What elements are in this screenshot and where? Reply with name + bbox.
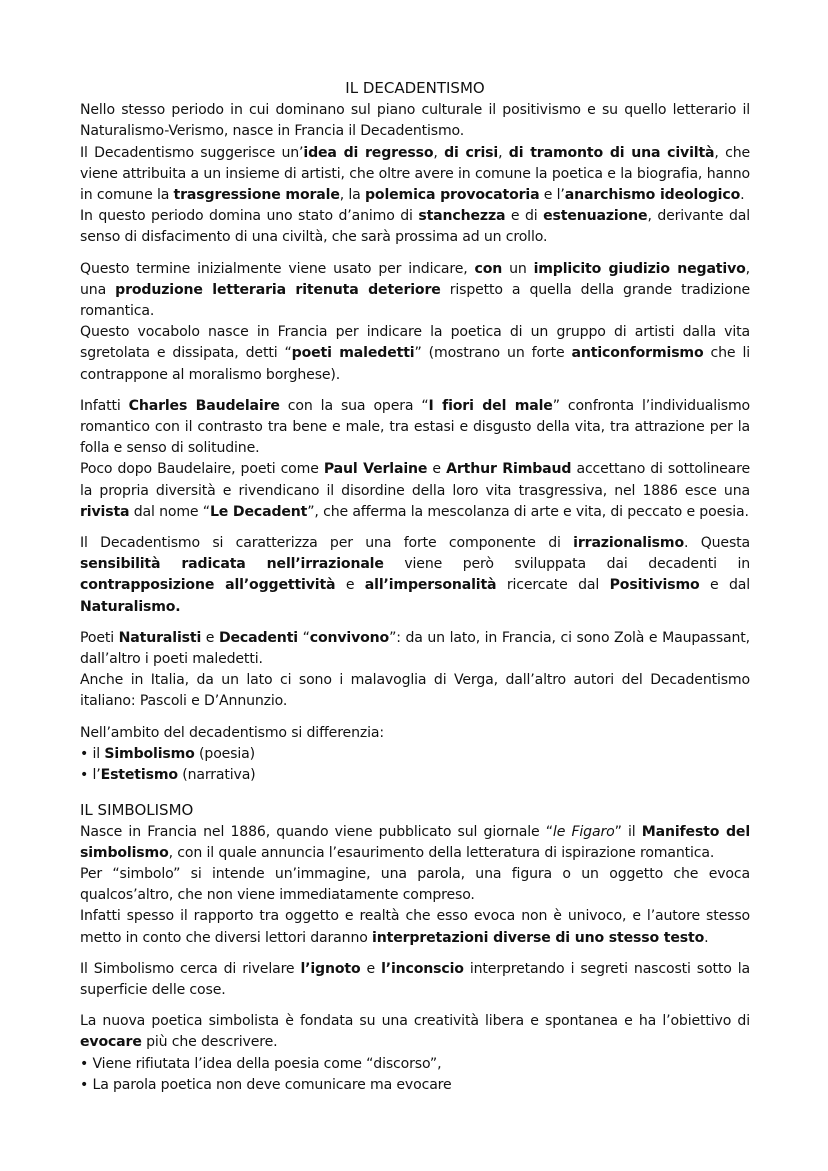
bold-term: evocare: [80, 1034, 142, 1051]
text-run: ” confronta l’individualismo romantico con il contrasto tra bene e male, tra estasi e disgusto della vita, tra attrazione per la folla e senso di solitudine.: [80, 397, 751, 457]
paragraph: [80, 1011, 750, 1053]
text-run: • La parola poetica non deve comunicare ma evocare: [80, 1076, 452, 1093]
bold-term: I fiori del male: [428, 397, 553, 414]
text-run: interpretando i segreti nascosti sotto la superficie delle cose.: [80, 960, 750, 998]
text-run: Nell’ambito del decadentismo si differenzia:: [80, 724, 384, 741]
paragraph: [80, 459, 750, 523]
text-run: e: [201, 629, 219, 646]
paragraph-gap: [80, 386, 750, 396]
bold-term: implicito giudizio negativo: [533, 260, 746, 277]
text-run: “: [297, 629, 310, 646]
paragraph: [80, 143, 750, 207]
text-run: ”, che afferma la mescolanza di arte e vita, di peccato e poesia.: [307, 503, 749, 520]
paragraph: [80, 864, 750, 906]
text-run: Poco dopo Baudelaire, poeti come: [80, 461, 324, 478]
paragraph: [80, 322, 750, 386]
paragraph: [80, 1054, 750, 1075]
text-run: , con il quale annuncia l’esaurimento della letteratura di ispirazione romantica.: [168, 844, 715, 861]
paragraph: [80, 822, 750, 864]
text-run: (poesia): [194, 745, 255, 762]
paragraph: [80, 906, 750, 948]
text-run: e: [360, 960, 382, 977]
paragraph: [80, 959, 750, 1001]
text-run: Nasce in Francia nel 1886, quando viene pubblicato sul giornale “: [80, 823, 553, 840]
paragraph: [80, 1075, 750, 1096]
bold-term: sensibilità radicata nell’irrazionale: [80, 556, 384, 573]
text-run: un: [502, 260, 534, 277]
bold-term: idea di regresso: [303, 144, 434, 161]
bold-term: trasgressione morale: [173, 187, 340, 204]
text-run: ,: [433, 144, 445, 161]
paragraph-gap: [80, 1001, 750, 1011]
text-run: Il Decadentismo suggerisce un’: [80, 144, 304, 161]
bold-term: di crisi: [444, 144, 499, 161]
paragraph: [80, 396, 750, 460]
text-run: Per “simbolo” si intende un’immagine, una parola, una figura o un oggetto che evoca qualcos’altro, che non viene immediatamente compreso.: [80, 865, 750, 904]
text-run: Questo vocabolo nasce in Francia per indicare la poetica di un gruppo di artisti dalla vita sgretolata e dissipata, detti “: [80, 324, 750, 362]
paragraph: [80, 259, 750, 323]
text-run: (narrativa): [177, 767, 256, 784]
text-run: e: [335, 577, 365, 594]
text-run: , che viene attribuita a un insieme di artisti, che oltre avere in comune la poetica e la biografia, hanno in comune la: [80, 144, 751, 204]
bold-term: poeti maledetti: [291, 345, 415, 362]
text-run: più che descrivere.: [141, 1034, 278, 1051]
text-run: viene però sviluppata dai decadenti in: [383, 556, 750, 573]
text-run: In questo periodo domina uno stato d’animo di: [80, 208, 419, 225]
bold-term: l’ignoto: [300, 960, 361, 977]
section-heading-simbolismo: IL SIMBOLISMO: [80, 801, 194, 820]
text-run: Anche in Italia, da un lato ci sono i malavoglia di Verga, dall’altro autori del Decadentismo italiano: Pascoli e D’Annunzio.: [80, 672, 750, 710]
bold-term: rivista: [80, 503, 130, 520]
paragraph-gap: [80, 523, 750, 533]
italic-term: le Figaro: [552, 823, 615, 840]
text-run: e di: [505, 208, 544, 225]
bold-term: convivono: [309, 629, 390, 646]
text-run: rispetto a quella della grande tradizione romantica.: [80, 281, 750, 320]
decadentismo-section: [80, 100, 750, 786]
bold-term: Paul Verlaine: [323, 461, 428, 478]
bold-term: di tramonto di una civiltà: [508, 144, 715, 161]
text-run: con la sua opera “: [279, 397, 429, 414]
bold-term: Naturalismo.: [80, 598, 181, 615]
bold-term: con: [474, 260, 503, 277]
bold-term: polemica provocatoria: [364, 187, 540, 204]
text-run: ” il: [614, 823, 642, 840]
bold-term: produzione letteraria ritenuta deteriore: [115, 281, 441, 298]
text-run: ”: da un lato, in Francia, ci sono Zolà e Maupassant, dall’altro i poeti maledetti.: [80, 629, 751, 668]
bold-term: Decadenti: [218, 629, 298, 646]
bold-term: Charles Baudelaire: [128, 397, 280, 414]
text-run: ricercate dal: [496, 577, 610, 594]
bold-term: anarchismo ideologico: [564, 187, 741, 204]
paragraph-gap: [80, 713, 750, 723]
bold-term: Simbolismo: [104, 745, 195, 762]
text-run: Questo termine inizialmente viene usato per indicare,: [80, 260, 475, 277]
text-run: Il Simbolismo cerca di rivelare: [80, 960, 301, 977]
text-run: • il: [80, 745, 105, 762]
text-run: e: [427, 461, 447, 478]
text-run: ,: [498, 144, 509, 161]
text-run: che li contrappone al moralismo borghese).: [80, 345, 751, 383]
text-run: • Viene rifiutata l’idea della poesia come “discorso”,: [80, 1055, 442, 1072]
text-run: La nuova poetica simbolista è fondata su una creatività libera e spontanea e ha l’obiettivo di: [80, 1013, 750, 1030]
text-run: . Questa: [683, 535, 750, 552]
text-run: e l’: [539, 187, 565, 204]
text-run: , derivante dal senso di disfacimento di una civiltà, che sarà prossima ad un crollo.: [80, 208, 751, 246]
paragraph-gap: [80, 618, 750, 628]
bold-term: Naturalisti: [118, 629, 202, 646]
text-run: dal nome “: [129, 503, 210, 520]
paragraph: [80, 765, 750, 786]
simbolismo-section: [80, 822, 750, 1096]
text-run: • l’: [80, 767, 101, 784]
paragraph: [80, 533, 750, 618]
text-run: Nello stesso periodo in cui dominano sul piano culturale il positivismo e su quello letterario il Naturalismo-Verismo, nasce in Francia il Decadentismo.: [80, 102, 750, 140]
text-run: ” (mostrano un forte: [414, 345, 572, 362]
paragraph: [80, 723, 750, 744]
page-title: IL DECADENTISMO: [345, 79, 485, 97]
text-run: , la: [339, 187, 365, 204]
paragraph: [80, 100, 750, 142]
bold-term: estenuazione: [543, 208, 648, 225]
text-run: Poeti: [80, 629, 119, 646]
bold-term: Manifesto del simbolismo: [80, 823, 750, 861]
bold-term: interpretazioni diverse di uno stesso testo: [372, 929, 705, 946]
bold-term: irrazionalismo: [573, 535, 684, 552]
paragraph-gap: [80, 949, 750, 959]
paragraph: [80, 670, 750, 712]
text-run: Infatti: [80, 397, 129, 414]
paragraph-gap: [80, 249, 750, 259]
paragraph: [80, 206, 750, 248]
paragraph: [80, 744, 750, 765]
text-run: e dal: [699, 577, 751, 594]
bold-term: Le Decadent: [209, 503, 308, 520]
bold-term: contrapposizione all’oggettività: [80, 577, 336, 594]
section-gap: [80, 786, 750, 800]
bold-term: Estetismo: [100, 767, 178, 784]
bold-term: stanchezza: [418, 208, 506, 225]
bold-term: Positivismo: [609, 577, 700, 594]
text-run: Il Decadentismo si caratterizza per una forte componente di: [80, 535, 574, 552]
text-run: .: [740, 187, 745, 204]
document-page: [80, 78, 750, 1096]
text-run: , una: [80, 260, 750, 298]
text-run: Infatti spesso il rapporto tra oggetto e realtà che esso evoca non è univoco, e l’autore stesso metto in conto che diversi lettori daranno: [80, 908, 750, 946]
bold-term: Arthur Rimbaud: [446, 461, 572, 478]
text-run: accettano di sottolineare la propria diversità e rivendicano il disordine della loro vita trasgressiva, nel 1886 esce una: [80, 461, 750, 499]
bold-term: l’inconscio: [381, 960, 464, 977]
bold-term: all’impersonalità: [364, 577, 497, 594]
text-run: .: [704, 929, 709, 946]
paragraph: [80, 628, 750, 670]
bold-term: anticonformismo: [571, 345, 704, 362]
